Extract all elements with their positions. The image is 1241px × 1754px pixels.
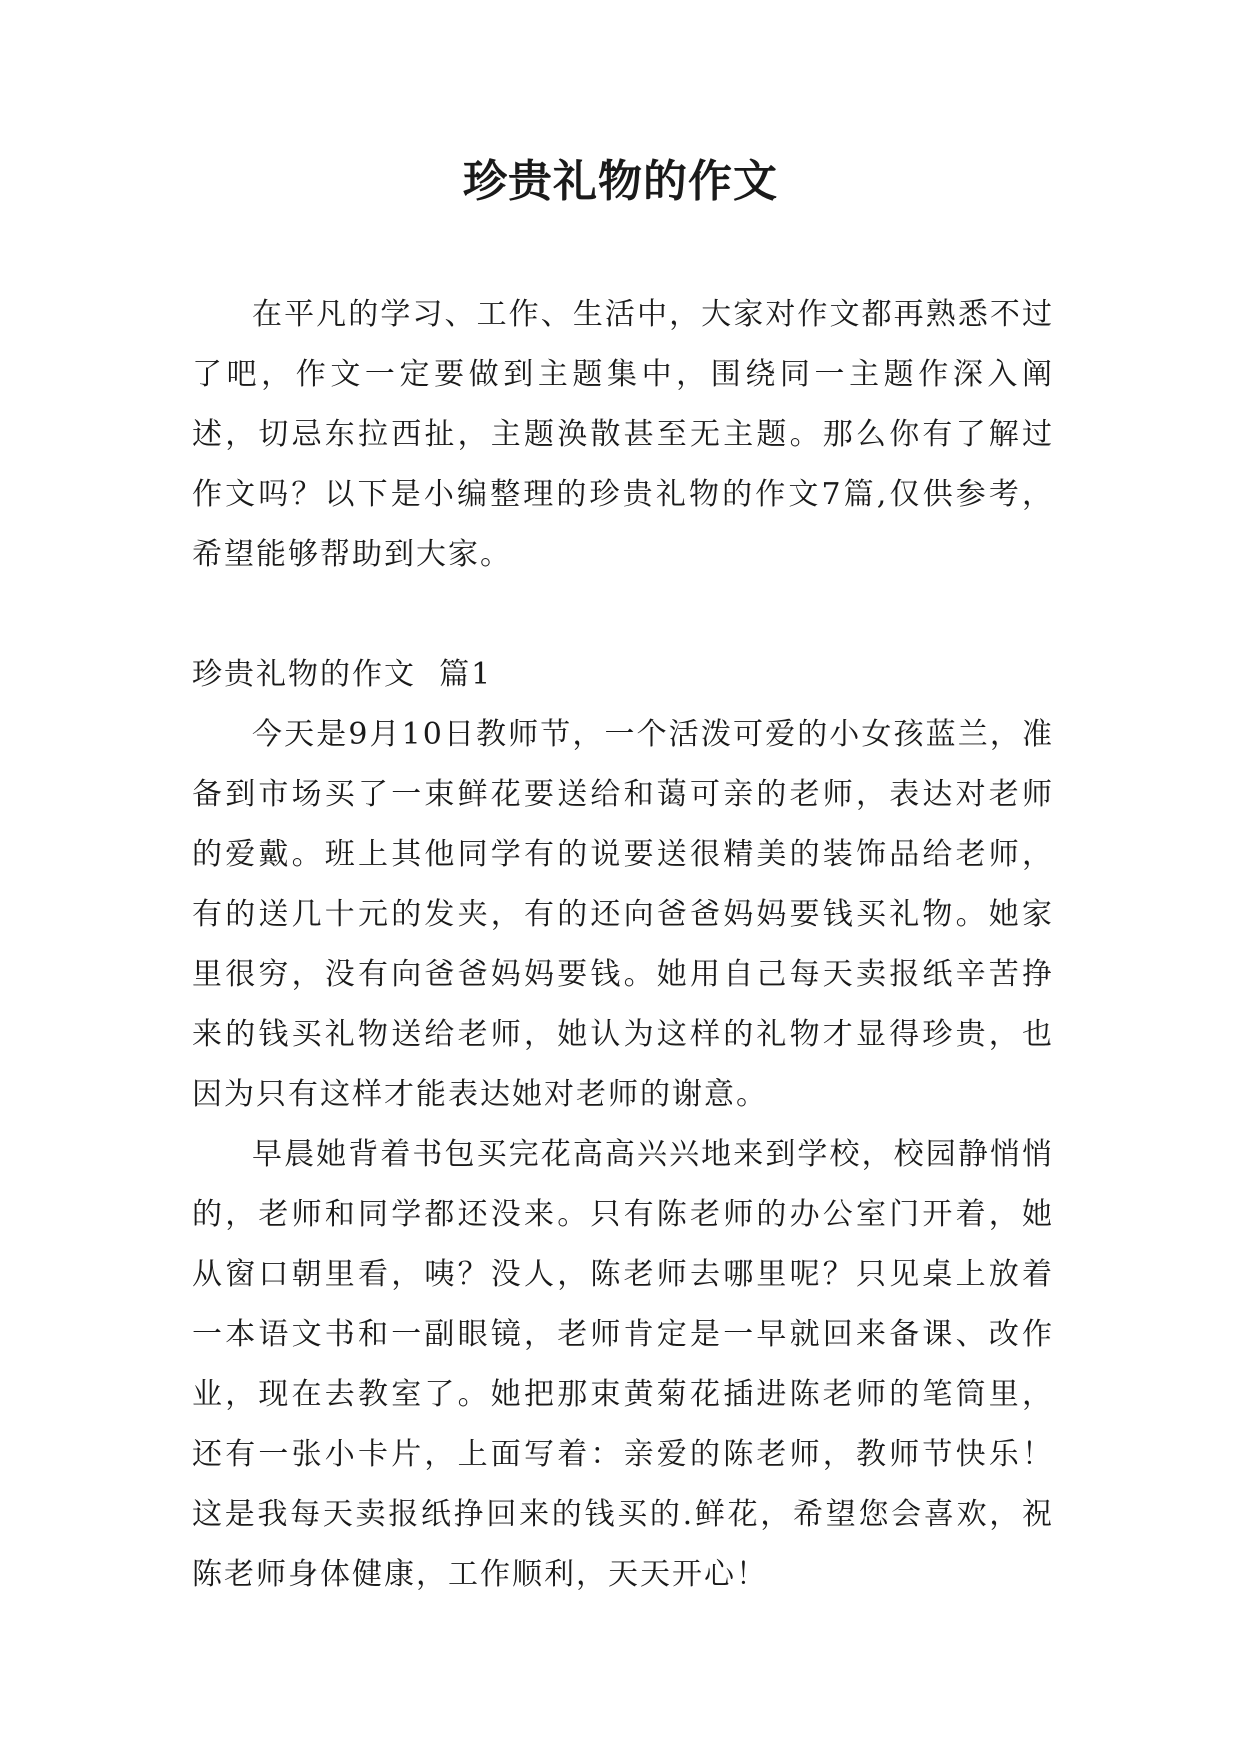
body-paragraph-1: 今天是9月10日教师节，一个活泼可爱的小女孩蓝兰，准备到市场买了一束鲜花要送给和蔼可亲的老师，表达对老师的爱戴。班上其他同学有的说要送很精美的装饰品给老师，有的送几十元的发夹，有的还向爸爸妈妈要钱买礼物。她家里很穷，没有向爸爸妈妈要钱。她用自己每天卖报纸辛苦挣来的钱买礼物送给老师，她认为这样的礼物才显得珍贵，也因为只有这样才能表达她对老师的谢意。 <box>192 717 1054 1112</box>
document-title: 珍贵礼物的作文 <box>463 156 778 207</box>
paragraph-spacer <box>192 585 1054 645</box>
document-body <box>192 285 1054 1605</box>
body-paragraph-2: 早晨她背着书包买完花高高兴兴地来到学校，校园静悄悄的，老师和同学都还没来。只有陈老师的办公室门开着，她从窗口朝里看，咦？没人，陈老师去哪里呢？只见桌上放着一本语文书和一副眼镜，老师肯定是一早就回来备课、改作业，现在去教室了。她把那束黄菊花插进陈老师的笔筒里，还有一张小卡片，上面写着：亲爱的陈老师，教师节快乐！这是我每天卖报纸挣回来的钱买的.鲜花，希望您会喜欢，祝陈老师身体健康，工作顺利，天天开心！ <box>192 1137 1054 1592</box>
section-heading: 珍贵礼物的作文 篇1 <box>192 657 493 692</box>
intro-paragraph: 在平凡的学习、工作、生活中，大家对作文都再熟悉不过了吧，作文一定要做到主题集中，围绕同一主题作深入阐述，切忌东拉西扯，主题涣散甚至无主题。那么你有了解过作文吗？以下是小编整理的珍贵礼物的作文7篇,仅供参考，希望能够帮助到大家。 <box>192 297 1054 572</box>
